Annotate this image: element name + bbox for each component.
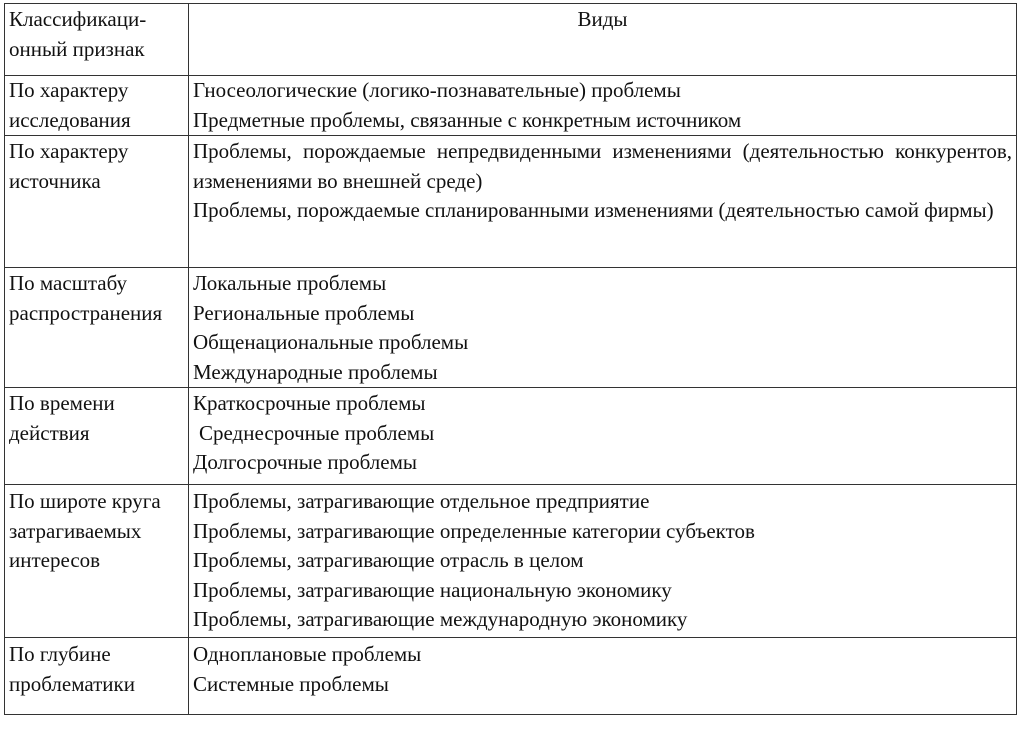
kinds-cell (189, 76, 1017, 136)
table-header-row (5, 4, 1017, 76)
criterion-cell: По широте круга затрагиваемых интересов (5, 485, 189, 638)
kind-item: Проблемы, затрагивающие отдельное предприятие (193, 489, 650, 513)
header-kinds: Виды (189, 4, 1017, 76)
table-row (5, 638, 1017, 715)
kind-item: Проблемы, затрагивающие международную экономику (193, 607, 688, 631)
kinds-cell (189, 485, 1017, 638)
kind-item: Одноплановые проблемы (193, 642, 422, 666)
kinds-cell (189, 136, 1017, 268)
criterion-cell: По характеру источника (5, 136, 189, 268)
kinds-cell (189, 268, 1017, 388)
kind-item: Проблемы, порождаемые непредвиденными изменениями (деятельностью конкурентов, изменениями во внешней среде) (193, 139, 1012, 193)
header-criterion: Классификаци-онный признак (5, 4, 189, 76)
kinds-cell (189, 388, 1017, 485)
kinds-cell (189, 638, 1017, 715)
kind-item: Краткосрочные проблемы (193, 391, 426, 415)
kind-item: Проблемы, затрагивающие определенные категории субъектов (193, 518, 755, 543)
kind-item: Международные проблемы (193, 359, 438, 384)
table-row (5, 76, 1017, 136)
criterion-cell: По глубине проблематики (5, 638, 189, 715)
kind-item: Системные проблемы (193, 671, 389, 696)
kind-item: Общенациональные проблемы (193, 330, 469, 354)
kind-item: Предметные проблемы, связанные с конкретным источником (193, 107, 742, 132)
kind-item: Региональные проблемы (193, 300, 415, 325)
table-row (5, 388, 1017, 485)
kind-item: Гносеологические (логико-познавательные) проблемы (193, 78, 681, 102)
kind-item: Проблемы, порождаемые спланированными изменениями (деятельностью самой фирмы) (193, 198, 994, 222)
table-row (5, 485, 1017, 638)
kind-item: Среднесрочные проблемы (199, 420, 435, 445)
kind-item: Локальные проблемы (193, 271, 387, 295)
kind-item: Долгосрочные проблемы (193, 450, 417, 474)
criterion-cell: По масштабу распространения (5, 268, 189, 388)
kind-item: Проблемы, затрагивающие отрасль в целом (193, 548, 584, 572)
criterion-cell: По времени действия (5, 388, 189, 485)
criterion-cell: По характеру исследования (5, 76, 189, 136)
kind-item: Проблемы, затрагивающие национальную экономику (193, 577, 672, 602)
classification-table (4, 3, 1017, 715)
table-row (5, 136, 1017, 268)
table-row (5, 268, 1017, 388)
